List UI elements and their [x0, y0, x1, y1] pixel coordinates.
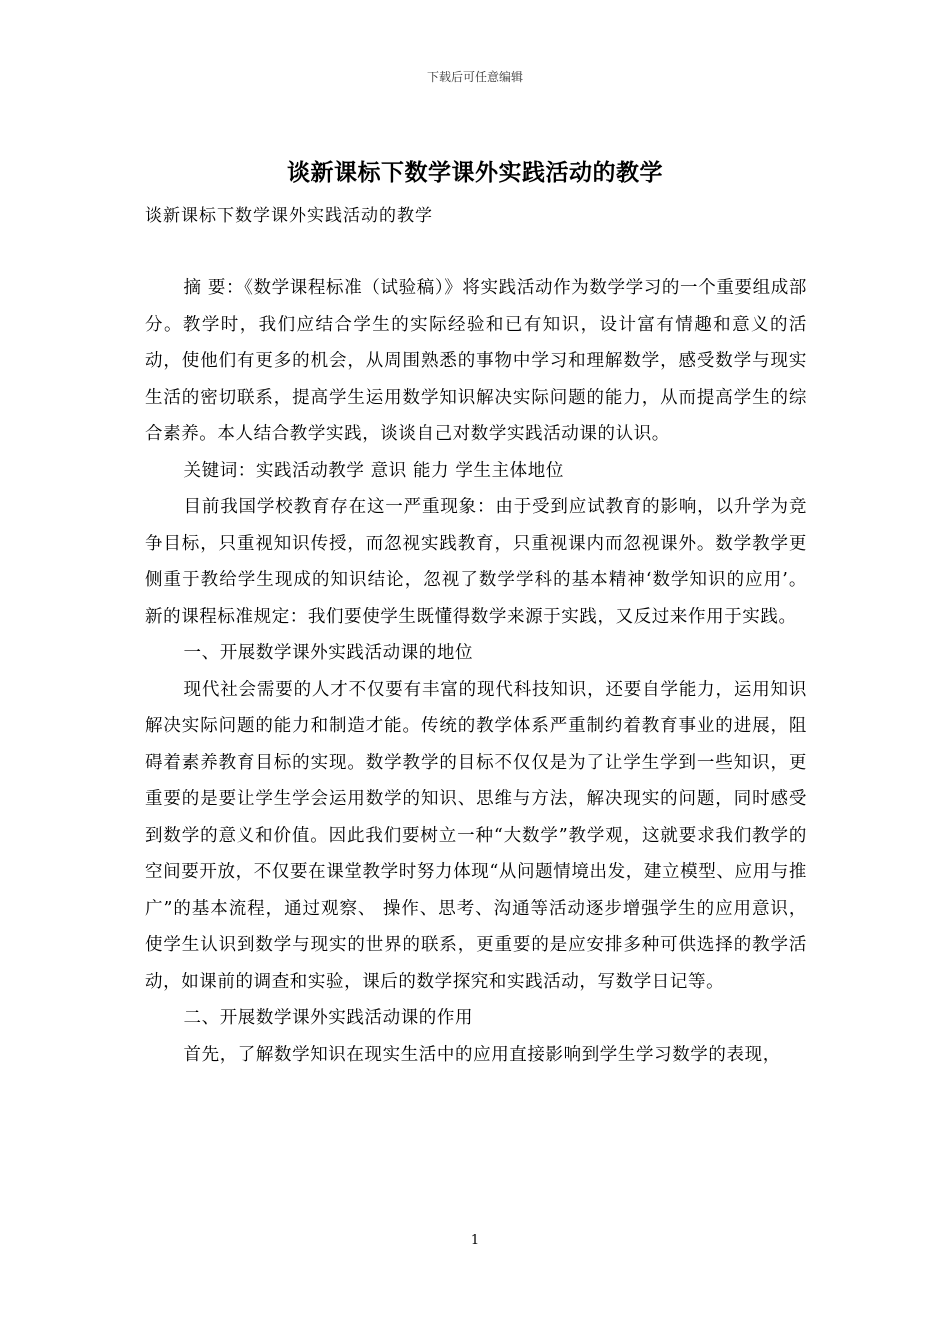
abstract-paragraph: 摘 要：《数学课程标准（试验稿）》将实践活动作为数学学习的一个重要组成部分。教学时，我们应结合学生的实际经验和已有知识，设计富有情趣和意义的活动，使他们有更多的机会，从周围熟悉的事物中学习和理解数学，感受数学与现实生活的密切联系，提高学生运用数学知识解决实际问题的能力，从而提高学生的综合素养。本人结合教学实践，谈谈自己对数学实践活动课的认识。 — [145, 278, 807, 444]
document-subtitle: 谈新课标下数学课外实践活动的教学 — [145, 206, 433, 226]
page-number: 1 — [470, 1233, 480, 1248]
intro-paragraph: 目前我国学校教育存在这一严重现象：由于受到应试教育的影响，以升学为竞争目标，只重视知识传授，而忽视实践教育，只重视课内而忽视课外。数学教学更侧重于教给学生现成的知识结论，忽视了数学学科的基本精神‘数学知识的应用’。新的课程标准规定：我们要使学生既懂得数学来源于实践，又反过来作用于实践。 — [145, 497, 807, 627]
document-title: 谈新课标下数学课外实践活动的教学 — [287, 159, 663, 186]
section-heading-1: 一、开展数学课外实践活动课的地位 — [183, 643, 474, 663]
page-header: 下载后可任意编辑 — [426, 70, 523, 84]
section-2-paragraph: 首先，了解数学知识在现实生活中的应用直接影响到学生学习数学的表现， — [183, 1044, 781, 1065]
keywords-paragraph: 关键词：实践活动教学 意识 能力 学生主体地位 — [183, 460, 564, 481]
section-1-paragraph: 现代社会需要的人才不仅要有丰富的现代科技知识，还要自学能力，运用知识解决实际问题的能力和制造才能。传统的教学体系严重制约着教育事业的进展，阻碍着素养教育目标的实现。数学教学的目标不仅仅是为了让学生学到一些知识，更重要的是要让学生学会运用数学的知识、思维与方法，解决现实的问题，同时感受到数学的意义和价值。因此我们要树立一种“大数学”教学观，这就要求我们教学的空间要开放，不仅要在课堂教学时努力体现“从问题情境出发，建立模型、应用与推广”的基本流程，通过观察、 操作、思考、沟通等活动逐步增强学生的应用意识，使学生认识到数学与现实的世界的联系，更重要的是应安排多种可供选择的教学活动，如课前的调查和实验，课后的数学探究和实践活动，写数学日记等。 — [145, 679, 807, 992]
document-body — [145, 270, 807, 1073]
section-heading-2: 二、开展数学课外实践活动课的作用 — [183, 1008, 474, 1028]
